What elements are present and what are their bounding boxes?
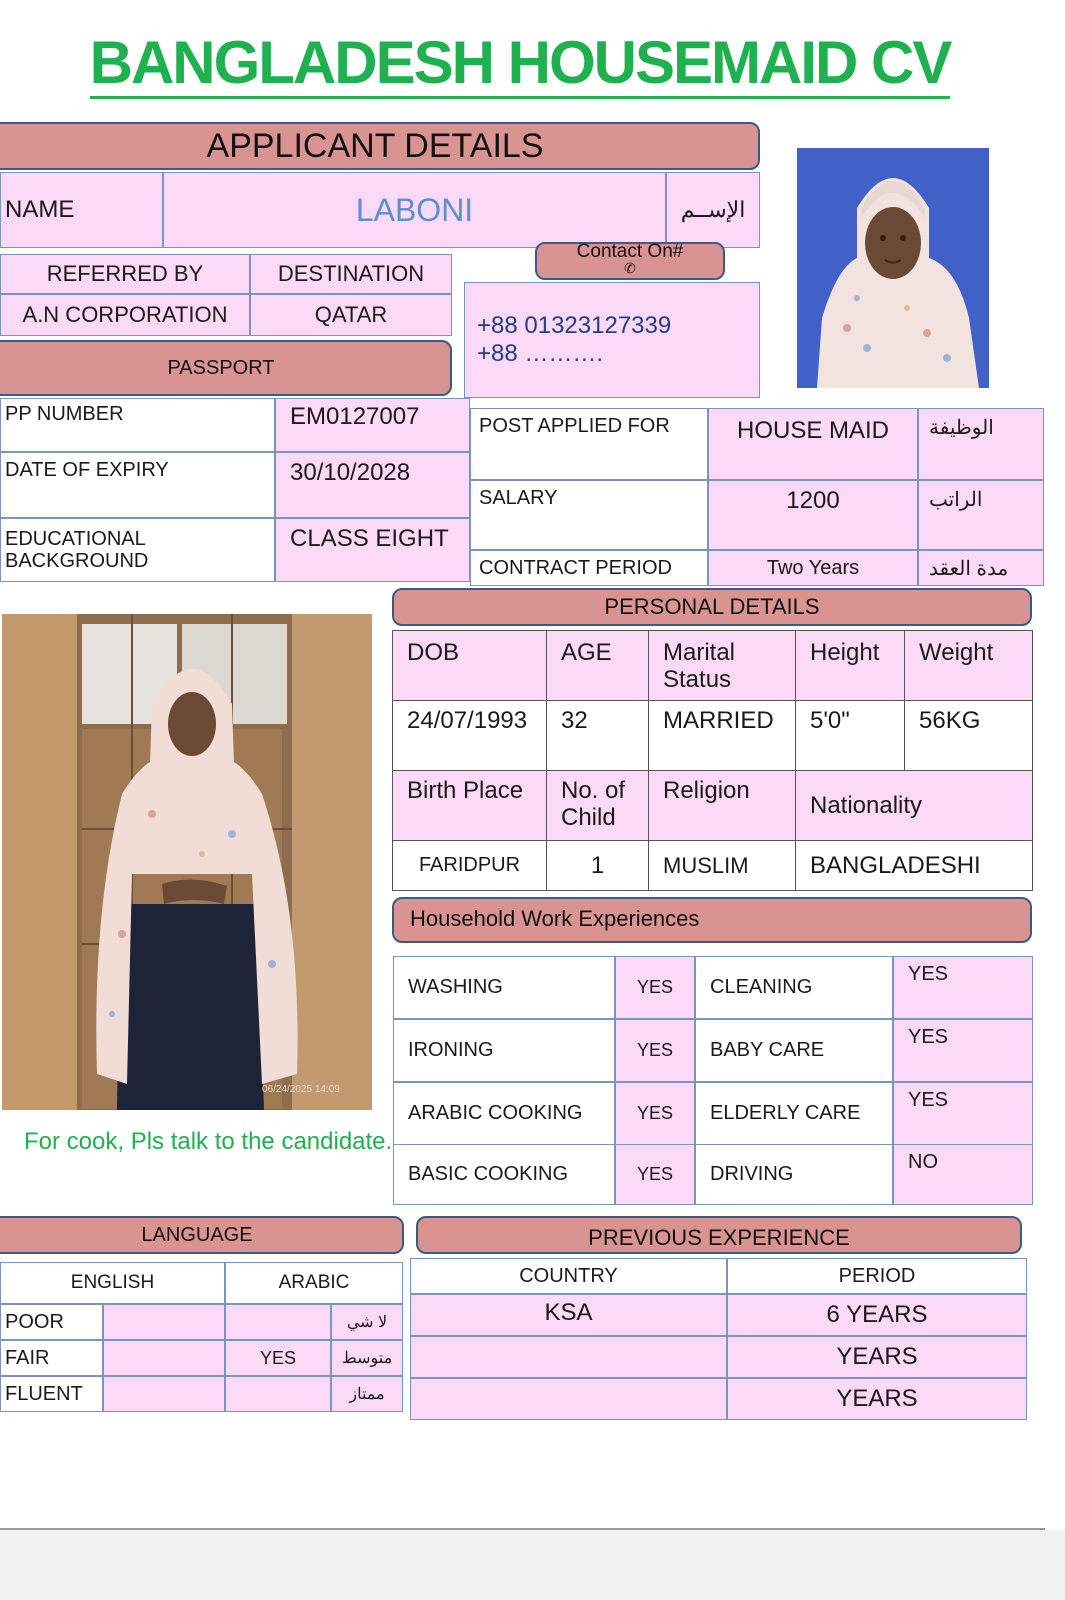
language-col-english: ENGLISH [0,1262,225,1304]
contact-label: Contact On# ✆ [535,242,725,280]
portrait-illustration [797,148,989,388]
household-task: ELDERLY CARE [695,1082,893,1145]
pp-number-value: EM0127007 [275,398,470,452]
no-of-child-label: No. of Child [547,771,649,841]
household-task: DRIVING [695,1144,893,1205]
name-value: LABONI [163,172,666,248]
household-task-answer: YES [615,956,695,1019]
weight-value: 56KG [905,701,1033,771]
marital-status-value: MARRIED [649,701,796,771]
dob-label: DOB [393,631,547,701]
salary-arabic-label: الراتب [918,480,1044,550]
previous-country [410,1378,727,1420]
name-arabic-label: الإســم [666,172,760,248]
previous-period: YEARS [727,1336,1027,1378]
language-arabic-level-label: ممتاز [331,1376,403,1412]
language-arabic-level-label: لا شي [331,1304,403,1340]
household-task: BABY CARE [695,1019,893,1082]
household-task: ARABIC COOKING [393,1082,615,1145]
phone-icon: ✆ [624,260,636,276]
previous-period: 6 YEARS [727,1294,1027,1336]
previous-country [410,1336,727,1378]
household-task: IRONING [393,1019,615,1082]
age-label: AGE [547,631,649,701]
language-arabic-level-label: متوسط [331,1340,403,1376]
photo-timestamp: 06/24/2025 14:09 [262,1084,340,1095]
personal-details-header: PERSONAL DETAILS [392,588,1032,626]
household-header: Household Work Experiences [392,897,1032,943]
previous-experience-header: PREVIOUS EXPERIENCE [416,1216,1022,1254]
language-level: POOR [0,1304,103,1340]
contract-label: CONTRACT PERIOD [470,550,708,586]
previous-country: KSA [410,1294,727,1336]
post-arabic-label: الوظيفة [918,408,1044,480]
birth-place-label: Birth Place [393,771,547,841]
previous-col-country: COUNTRY [410,1258,727,1294]
referred-by-label: REFERRED BY [0,254,250,294]
religion-label: Religion [649,771,796,841]
nationality-label: Nationality [796,771,1033,841]
household-task-answer: YES [893,1082,1033,1145]
nationality-value: BANGLADESHI [796,841,1033,891]
destination-label: DESTINATION [250,254,452,294]
height-label: Height [796,631,905,701]
household-task-answer: YES [615,1082,695,1145]
household-task: CLEANING [695,956,893,1019]
contract-arabic-label: مدة العقد [918,550,1044,586]
applicant-details-header: APPLICANT DETAILS [0,122,760,170]
post-value: HOUSE MAID [708,408,918,480]
language-arabic-value [225,1376,331,1412]
contract-value: Two Years [708,550,918,586]
household-task-answer: YES [615,1144,695,1205]
cook-note: For cook, Pls talk to the candidate. [24,1128,393,1155]
household-task-answer: YES [615,1019,695,1082]
referred-by-value: A.N CORPORATION [0,294,250,336]
dob-value: 24/07/1993 [393,701,547,771]
page-footer-area [0,1530,1065,1600]
full-body-photo [2,614,372,1110]
portrait-photo [797,148,989,388]
salary-label: SALARY [470,480,708,550]
height-value: 5'0" [796,701,905,771]
language-english-value [103,1340,225,1376]
household-task-answer: YES [893,1019,1033,1082]
language-level: FAIR [0,1340,103,1376]
marital-status-label: Marital Status [649,631,796,701]
household-task: WASHING [393,956,615,1019]
salary-value: 1200 [708,480,918,550]
language-level: FLUENT [0,1376,103,1412]
previous-period: YEARS [727,1378,1027,1420]
contact-box [464,282,760,398]
page-title: BANGLADESH HOUSEMAID CV [0,28,1040,97]
destination-value: QATAR [250,294,452,336]
household-task: BASIC COOKING [393,1144,615,1205]
education-label: EDUCATIONAL BACKGROUND [0,518,275,582]
personal-details-table [392,630,1033,891]
no-of-child-value: 1 [547,841,649,891]
language-english-value [103,1304,225,1340]
household-task-answer: YES [893,956,1033,1019]
phone-primary[interactable]: +88 01323127339 [477,312,672,339]
full-body-illustration [2,614,372,1110]
language-header: LANGUAGE [0,1216,404,1254]
language-arabic-value: YES [225,1340,331,1376]
birth-place-value: FARIDPUR [393,841,547,891]
weight-label: Weight [905,631,1033,701]
education-value: CLASS EIGHT [275,518,470,582]
language-english-value [103,1376,225,1412]
expiry-value: 30/10/2028 [275,452,470,518]
passport-header: PASSPORT [0,340,452,396]
phone-secondary[interactable]: +88 ………. [477,340,604,367]
name-label: NAME [0,172,163,248]
language-arabic-value [225,1304,331,1340]
post-label: POST APPLIED FOR [470,408,708,480]
previous-col-period: PERIOD [727,1258,1027,1294]
pp-number-label: PP NUMBER [0,398,275,452]
age-value: 32 [547,701,649,771]
expiry-label: DATE OF EXPIRY [0,452,275,518]
religion-value: MUSLIM [649,841,796,891]
household-task-answer: NO [893,1144,1033,1205]
language-col-arabic: ARABIC [225,1262,403,1304]
